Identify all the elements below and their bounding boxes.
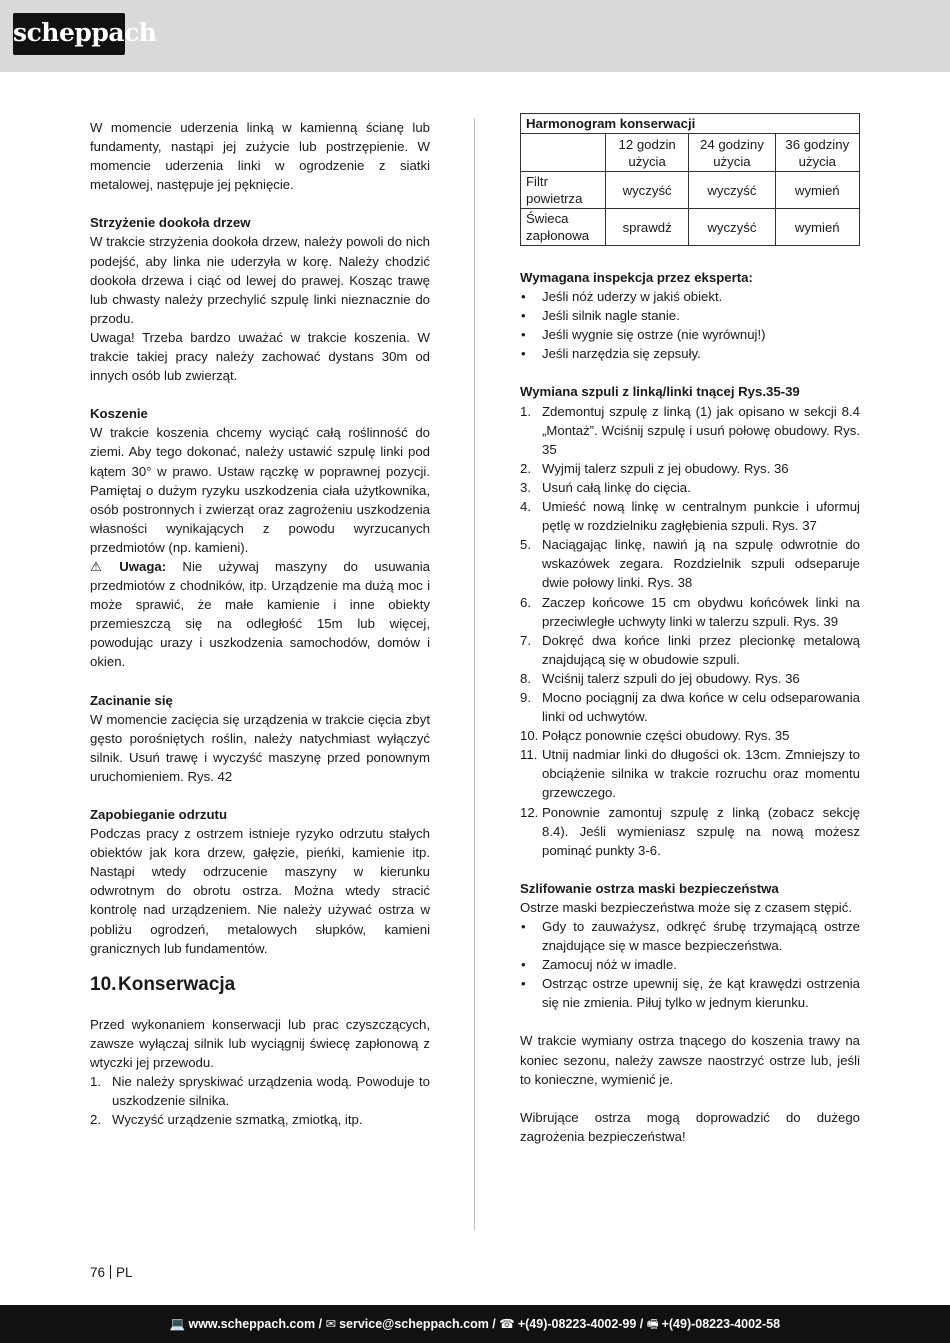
website-link[interactable]: www.scheppach.com /: [188, 1317, 323, 1331]
row-label: Świeca zapłonowa: [521, 209, 606, 246]
mowing-warning: [90, 557, 430, 672]
table-title: Harmonogram konserwacji: [521, 114, 860, 134]
page-divider: [110, 1265, 111, 1279]
column-divider: [474, 118, 475, 1230]
table-header: 24 godziny użycia: [689, 134, 775, 172]
table-cell: wyczyść: [689, 172, 775, 209]
kickback-paragraph: Podczas pracy z ostrzem istnieje ryzyko odrzutu stałych obiektów jak kora drzew, gałęzie, pieńki, kamienie itp. Nastąpi wtedy odrzucenie maszyny w kierunku odwrotnym do obrotu ostrza. Można wtedy stracić kontrolę nad urządzeniem. Nie należy używać ostrza w pobliżu ogrodzeń, metalowych słupków, kamieni granicznych lub fundamentów.: [90, 826, 430, 956]
email-icon: ✉: [325, 1317, 337, 1331]
list-item: 12. Ponownie zamontuj szpulę z linką (zobacz sekcję 8.4). Jeśli wymieniasz szpulę na nową możesz pominąć punkty 3-6.: [520, 804, 860, 858]
vibration-paragraph: Wibrujące ostrza mogą doprowadzić do dużego zagrożenia bezpieczeństwa!: [520, 1109, 860, 1144]
inspection-list: [520, 287, 860, 363]
list-item: • Jeśli silnik nagle stanie.: [521, 308, 680, 324]
table-row: [521, 172, 860, 209]
trees-paragraph-1: W trakcie strzyżenia dookoła drzew, należy powoli do nich podejść, aby linka nie uderzyła w korę. Należy chodzić dookoła drzewa i ciąć od lewej do prawej. Kosząc trawę lub chwasty należy przechylić szpulę linki nieznacznie do przodu.: [90, 234, 430, 326]
contact-footer: [0, 1305, 950, 1343]
mowing-heading: Koszenie: [90, 406, 148, 422]
warning-text: Nie używaj maszyny do usuwania przedmiotów z chodników, itp. Urządzenie ma dużą moc i może sprawić, że małe kamienie i inne obiekty przemieszczą się na odległość 15m lub więcej, powodując urazy i uszkodzenia samochodów, domów i okien.: [90, 558, 430, 670]
maintenance-list: [90, 1072, 430, 1129]
phone-icon: ☎: [499, 1317, 515, 1331]
sharpen-paragraph: Ostrze maski bezpieczeństwa może się z czasem stępić.: [520, 899, 852, 915]
row-label: Filtr powietrza: [521, 172, 606, 209]
list-item: 7. Dokręć dwa końce linki przez plecionkę metalową znajdującą się w obudowie szpuli.: [520, 632, 860, 667]
list-item: • Zamocuj nóż w imadle.: [521, 957, 677, 973]
trees-heading: Strzyżenie dookoła drzew: [90, 215, 251, 231]
table-empty-cell: [521, 134, 606, 172]
language-code: PL: [116, 1265, 133, 1280]
list-item: 1. Nie należy spryskiwać urządzenia wodą. Powoduje to uszkodzenie silnika.: [90, 1074, 430, 1109]
computer-icon: 💻: [169, 1317, 186, 1331]
list-item: • Jeśli nóż uderzy w jakiś obiekt.: [521, 289, 723, 305]
table-cell: wyczyść: [606, 172, 689, 209]
table-row: [521, 209, 860, 246]
table-header: 12 godzin użycia: [606, 134, 689, 172]
list-item: • Ostrząc ostrze upewnij się, że kąt krawędzi ostrzenia się nie zmienia. Piłuj tylko w jednym kierunku.: [521, 976, 860, 1011]
kickback-heading: Zapobieganie odrzutu: [90, 807, 228, 822]
list-item: • Gdy to zauważysz, odkręć śrubę trzymającą ostrze znajdujące się w masce bezpieczeństwa.: [521, 919, 860, 954]
blade-paragraph: W trakcie wymiany ostrza tnącego do koszenia trawy na koniec sezonu, należy zawsze naostrzyć ostrze lub, jeśli to konieczne, wymienić je.: [520, 1033, 860, 1087]
table-cell: wyczyść: [689, 209, 775, 246]
intro-paragraph: W momencie uderzenia linką w kamienną ścianę lub fundamenty, nastąpi jej zużycie lub postrzępienie. W momencie uderzenia linki w ogrodzenie z siatki metalowej, następuje jej pęknięcie.: [90, 120, 430, 193]
fax-icon: 🖷: [646, 1317, 659, 1331]
spool-steps-list: [520, 402, 860, 860]
section-number: 10.: [90, 973, 117, 995]
jam-heading: Zacinanie się: [90, 692, 173, 708]
inspection-heading: Wymagana inspekcja przez eksperta:: [520, 270, 753, 285]
list-item: • Jeśli wygnie się ostrze (nie wyrównuj!): [521, 327, 766, 343]
list-item: • Jeśli narzędzia się zepsuły.: [521, 346, 701, 362]
list-item: 2. Wyjmij talerz szpuli z jej obudowy. Rys. 36: [520, 460, 789, 476]
list-item: 2. Wyczyść urządzenie szmatką, zmiotką, itp.: [90, 1112, 363, 1128]
left-column: [90, 118, 430, 1129]
jam-paragraph: W momencie zacięcia się urządzenia w trakcie cięcia zbyt gęsto porośniętych roślin, należy natychmiast wyłączyć silnik. Usuń trawę i wyczyść maszynę przed ponownym uruchomieniem. Rys. 42: [90, 711, 430, 784]
list-item: 4. Umieść nową linkę w centralnym punkcie i uformuj pętlę w rozdzielniku zagłębienia szpuli. Rys. 37: [520, 499, 860, 534]
maintenance-paragraph: Przed wykonaniem konserwacji lub prac czyszczących, zawsze wyłączaj silnik lub wyciągnij świecę zapłonową z wtyczki jej przewodu.: [90, 1016, 430, 1070]
mowing-paragraph: W trakcie koszenia chcemy wyciąć całą roślinność do ziemi. Aby tego dokonać, należy ustawić szpulę linki pod kątem 30° w prawo. Ustaw rączkę w poprawnej pozycji. Pamiętaj o dużym ryzyku uszkodzenia ciała użytkownika, osób postronnych i zwierząt oraz zagrożeniu uszkodzenia własności wynikających z powodu wyrzucanych przedmiotów (np. kamieni).: [90, 425, 430, 555]
table-cell: sprawdź: [606, 209, 689, 246]
sharpen-list: [520, 917, 860, 1012]
list-item: 5. Naciągając linkę, nawiń ją na szpulę odwrotnie do wskazówek zegara. Rozdzielnik szpuli odseparuje dwie połowy linki. Rys. 38: [520, 537, 860, 591]
list-item: 9. Mocno pociągnij za dwa końce w celu odseparowania linki od uchwytów.: [520, 689, 860, 725]
header-bar: [0, 0, 950, 72]
right-column: [520, 113, 860, 1146]
fax-number: +(49)-08223-4002-58: [661, 1317, 781, 1331]
section-title: Konserwacja: [118, 973, 236, 995]
warning-label: Uwaga:: [119, 558, 167, 574]
table-header: 36 godziny użycia: [775, 134, 859, 172]
section-heading: [90, 972, 430, 998]
list-item: 10. Połącz ponownie części obudowy. Rys. 35: [520, 728, 790, 744]
phone-number: +(49)-08223-4002-99 /: [517, 1317, 644, 1331]
scheppach-logo: scheppach: [13, 13, 125, 55]
warning-triangle-icon: ⚠: [90, 558, 102, 574]
table-cell: wymień: [775, 209, 859, 246]
trees-paragraph-2: Uwaga! Trzeba bardzo uważać w trakcie koszenia. W trakcie takiej pracy należy zachować dystans 30m od innych osób lub zwierząt.: [90, 329, 430, 384]
spool-heading: Wymiana szpuli z linką/linki tnącej Rys.35-39: [520, 384, 800, 400]
page-number: [90, 1265, 133, 1280]
email-link[interactable]: service@scheppach.com /: [339, 1317, 496, 1331]
maintenance-schedule-table: [520, 113, 860, 246]
list-item: 1. Zdemontuj szpulę z linką (1) jak opisano w sekcji 8.4 „Montaż”. Wciśnij szpulę i usuń połowę obudowy. Rys. 35: [520, 403, 860, 457]
sharpen-heading: Szlifowanie ostrza maski bezpieczeństwa: [520, 880, 779, 896]
page-number-value: 76: [90, 1265, 106, 1280]
list-item: 3. Usuń całą linkę do cięcia.: [520, 479, 691, 495]
table-cell: wymień: [775, 172, 859, 209]
list-item: 11. Utnij nadmiar linki do długości ok. 13cm. Zmniejszy to obciążenie silnika w trakcie rozruchu oraz momentu grzewczego.: [520, 747, 860, 801]
list-item: 8. Wciśnij talerz szpuli do jej obudowy. Rys. 36: [520, 670, 800, 686]
list-item: 6. Zaczep końcowe 15 cm obydwu końcówek linki na przeciwległe uchwyty linki w talerzu szpuli. Rys. 39: [520, 594, 860, 629]
